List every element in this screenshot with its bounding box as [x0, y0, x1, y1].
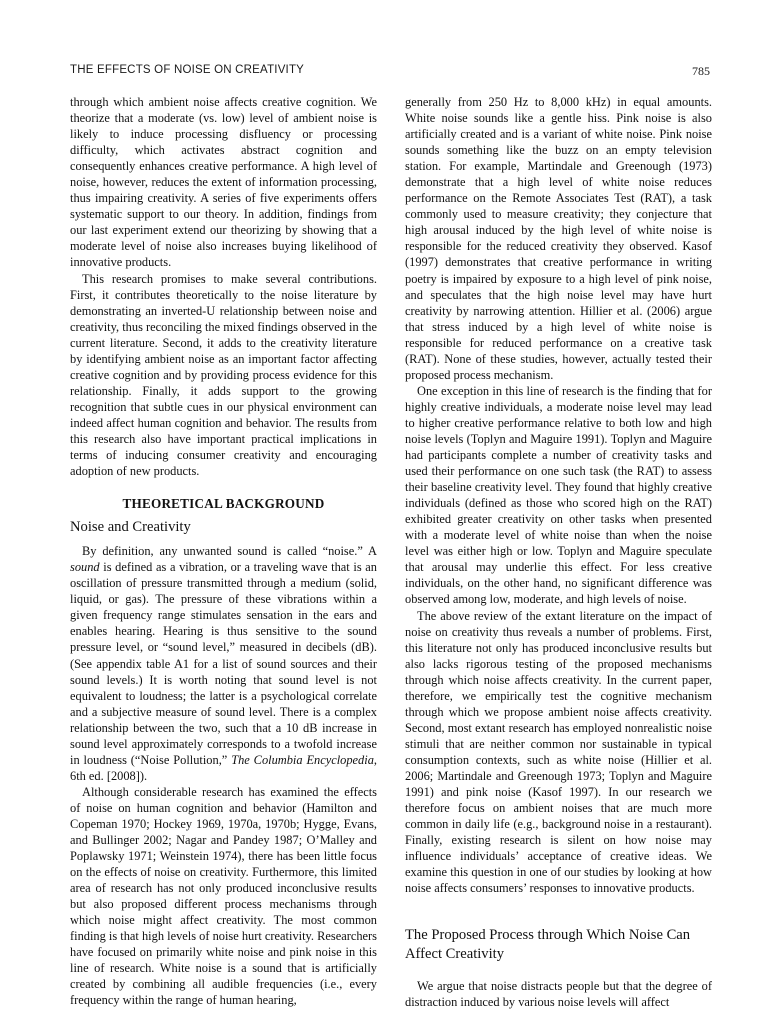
running-head: THE EFFECTS OF NOISE ON CREATIVITY	[70, 64, 305, 76]
subsection-heading: The Proposed Process through Which Noise Can Affect Creativity	[405, 927, 691, 963]
section-heading: THEORETICAL BACKGROUND	[122, 496, 325, 512]
paragraph-prior-research: Although considerable research has examined the effects of noise on human cognition and behavior (Hamilton and Copeman 1970; Hockey 1969, 1970a, 1970b; Hygge, Evans, and Bullinger 2002; Nagar and Pandey 1987; O’Malley and Poplawsky 1971; Weinstein 1974), there has been little focus on the effects of noise on creativity. Furthermore, this limited area of research has not only produced inconclusive results but also proposed different process mechanisms through which noise might affect creativity. The most common finding is that high levels of noise hurt creativity. Researchers have focused on primarily white noise and pink noise in this line of research. White noise is a sound that is artificially created by combining all audible frequencies (i.e., every frequency within the range of human hearing,	[70, 784, 377, 1008]
left-column	[70, 94, 377, 1009]
italic-citation: The Columbia Encyclopedia	[231, 752, 374, 767]
paragraph-contributions: This research promises to make several contributions. First, it contributes theoretically to the noise literature by demonstrating an inverted-U relationship between noise and creativity, thus reconciling the mixed findings observed in the current literature. Second, it adds to the creativity literature by identifying ambient noise as an important factor affecting creative cognition and by providing process evidence for this relationship. Finally, it adds support to the growing recognition that subtle cues in our physical environment can indeed affect human cognition and behavior. The results from this research also have important practical implications in terms of inducing consumer creativity and encouraging adoption of new products.	[70, 271, 377, 479]
paragraph-argument: We argue that noise distracts people but that the degree of distraction induced by various noise levels will affect	[405, 979, 712, 1010]
paragraph-exception: One exception in this line of research is the finding that for highly creative individuals, a moderate noise level may lead to higher creative performance relative to both low and high noise levels (Toplyn and Maguire 1991). Toplyn and Maguire had participants complete a number of creativity tasks and used their performance on one such task (the RAT) to assess their baseline creativity level. They found that highly creative individuals (defined as those who scored high on the RAT) exhibited greater creativity on other tasks when presented with a moderate level of white noise than when the noise level was either high or low. Toplyn and Maguire speculate that arousal may underlie this effect. For less creative individuals, on the other hand, no significant difference was observed among low, moderate, and high levels of noise.	[405, 383, 712, 607]
text-run: is defined as a vibration, or a traveling wave that is an oscillation of pressure transmitted through a medium (solid, liquid, or gas). The pressure of these vibrations within a given frequency range stimulates sensation in the ears and enables hearing. Hearing is thus sensitive to the sound pressure level, or “sound level,” measured in decibels (dB). (See appendix table A1 for a list of sound sources and their sound levels.) It is worth noting that sound level is not equivalent to loudness; the latter is a psychological correlate and a subjective measure of sound level. There is a complex relationship between the two, such that a 10 dB increase in sound level approximately corresponds to a twofold increase in loudness (“Noise Pollution,”	[70, 560, 377, 767]
text-run: , 6th ed. [2008]).	[70, 752, 377, 783]
paragraph-review: The above review of the extant literature on the impact of noise on creativity thus reveals a number of problems. First, this literature not only has produced inconclusive results but also lacks rigorous testing of the proposed mechanisms through which noise affects creativity. In the current paper, therefore, we empirically test the cognitive mechanism through which we propose ambient noise affects creativity. Second, most extant research has employed nonrealistic noise stimuli that are neither common nor sustainable in typical consumption contexts, such as white noise (Hillier et al. 2006; Martindale and Greenough 1973; Toplyn and Maguire 1991) and pink noise (Kasof 1997). In our research we therefore focus on ambient noises that are much more common in daily life (e.g., background noise in a restaurant). Finally, existing research is silent on how noise may influence individuals’ acceptance of creative ideas. We examine this question in one of our studies by looking at how noise affects consumers’ responses to innovative products.	[405, 608, 712, 896]
paragraph-definition	[70, 543, 377, 784]
italic-term: sound	[70, 560, 100, 575]
subsection-heading: Noise and Creativity	[70, 519, 191, 536]
page-number: 785	[692, 64, 710, 78]
paragraph-continued: generally from 250 Hz to 8,000 kHz) in equal amounts. White noise sounds like a gentle hiss. Pink noise is also artificially created and is a variant of white noise. Pink noise sounds something like the buzz on an empty television station. For example, Martindale and Greenough (1973) demonstrate that a high level of white noise reduces performance on the Remote Associates Test (RAT), a task commonly used to measure creativity; they conjecture that high arousal induced by the high level of white noise is responsible for the reduced creativity they observed. Kasof (1997) demonstrates that creative performance in writing poetry is impaired by exposure to a high level of pink noise, and speculates that the high noise level may have hurt creativity by narrowing attention. Hillier et al. (2006) argue that stress induced by a high level of white noise is responsible for reduced performance on a creative task (RAT). None of these studies, however, actually tested their proposed process mechanism.	[405, 95, 712, 382]
text-run: By definition, any unwanted sound is called “noise.” A	[82, 544, 377, 559]
paragraph-continued: through which ambient noise affects creative cognition. We theorize that a moderate (vs. low) level of ambient noise is likely to induce processing disfluency or processing difficulty, which activates abstract cognition and consequently enhances creative performance. A high level of noise, however, reduces the extent of information processing, thus impairing creativity. A series of five experiments offers systematic support to our theory. In addition, findings from our last experiment extend our theorizing by showing that a moderate level of noise also increases buying likelihood of innovative products.	[70, 95, 377, 270]
right-column	[405, 94, 712, 1010]
